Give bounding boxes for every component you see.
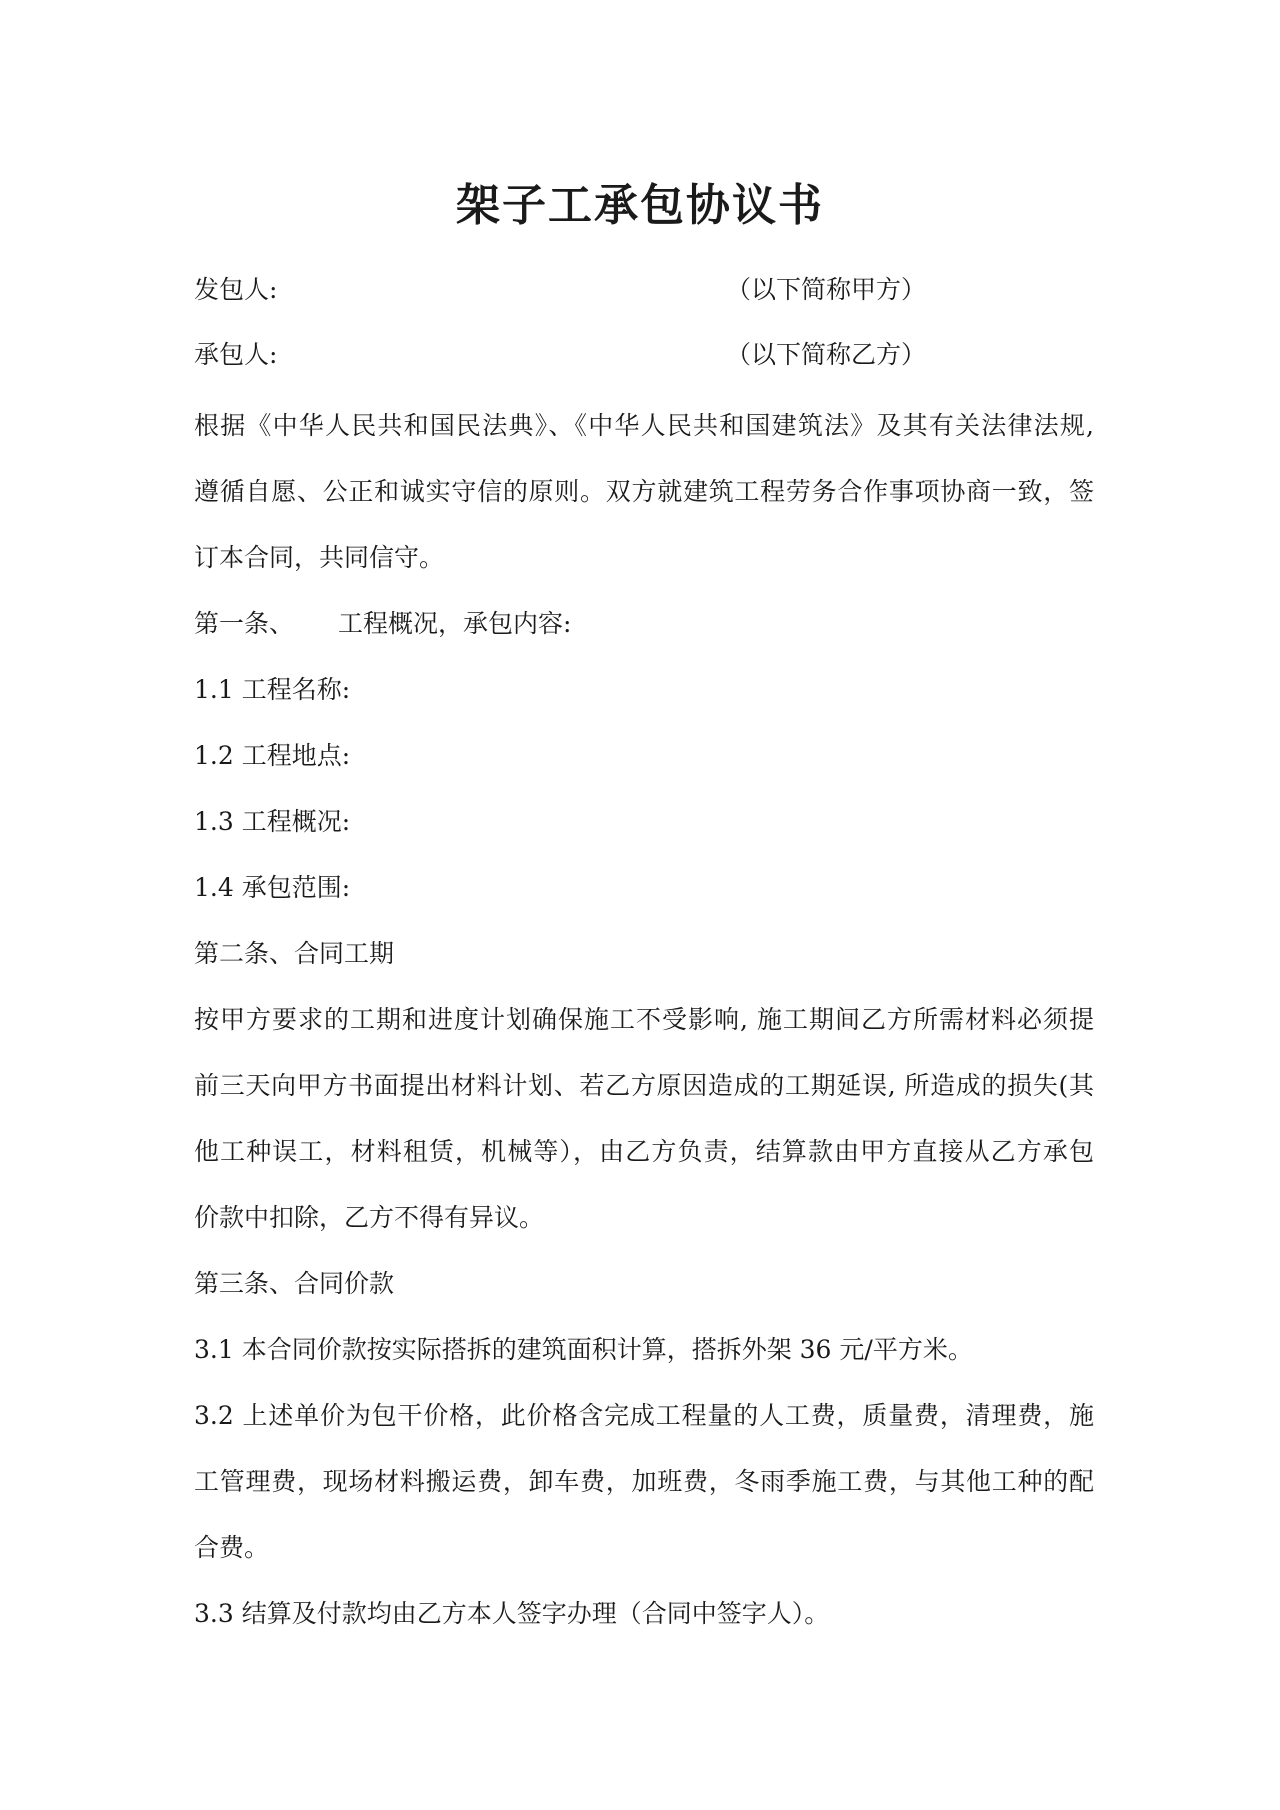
- contractor-line: [194, 337, 1094, 373]
- document-title: 架子工承包协议书: [456, 180, 824, 231]
- article3-heading: 第三条、合同价款: [194, 1269, 395, 1298]
- preamble-line-1: 根据《中华人民共和国民法典》、《中华人民共和国建筑法》及其有关法律法规,: [194, 411, 1094, 440]
- employer-label: 发包人:: [194, 275, 278, 304]
- article1-item-4: 1.4 承包范围:: [194, 873, 351, 902]
- article2-body-line-2: 前三天向甲方书面提出材料计划、若乙方原因造成的工期延误, 所造成的损失(其: [194, 1071, 1094, 1100]
- article2-heading: 第二条、合同工期: [194, 939, 395, 968]
- employer-note: （以下简称甲方）: [726, 275, 927, 304]
- article2-body-line-4: 价款中扣除，乙方不得有异议。: [194, 1203, 545, 1232]
- article3-item-2-line-3: 合费。: [194, 1533, 270, 1562]
- article1-item-2: 1.2 工程地点:: [194, 741, 351, 770]
- employer-line: [194, 272, 1094, 308]
- article3-item-2-line-1: 3.2 上述单价为包干价格，此价格含完成工程量的人工费，质量费，清理费，施: [194, 1401, 1094, 1430]
- article1-heading: [194, 606, 1094, 642]
- contractor-label: 承包人:: [194, 340, 278, 369]
- article3-item-1: 3.1 本合同价款按实际搭拆的建筑面积计算，搭拆外架 36 元/平方米。: [194, 1335, 973, 1364]
- article1-title: 工程概况，承包内容:: [338, 609, 572, 638]
- article3-item-3: 3.3 结算及付款均由乙方本人签字办理（合同中签字人）。: [194, 1599, 830, 1628]
- article1-number: 第一条、: [194, 609, 295, 638]
- preamble-line-3: 订本合同，共同信守。: [194, 543, 445, 572]
- article3-item-2-line-2: 工管理费，现场材料搬运费，卸车费，加班费，冬雨季施工费，与其他工种的配: [194, 1467, 1094, 1496]
- preamble-line-2: 遵循自愿、公正和诚实守信的原则。双方就建筑工程劳务合作事项协商一致，签: [194, 477, 1094, 506]
- article2-body-line-3: 他工种误工，材料租赁，机械等），由乙方负责，结算款由甲方直接从乙方承包: [194, 1137, 1094, 1166]
- article1-item-3: 1.3 工程概况:: [194, 807, 351, 836]
- article2-body-line-1: 按甲方要求的工期和进度计划确保施工不受影响, 施工期间乙方所需材料必须提: [194, 1005, 1094, 1034]
- article1-item-1: 1.1 工程名称:: [194, 675, 351, 704]
- contractor-note: （以下简称乙方）: [726, 340, 927, 369]
